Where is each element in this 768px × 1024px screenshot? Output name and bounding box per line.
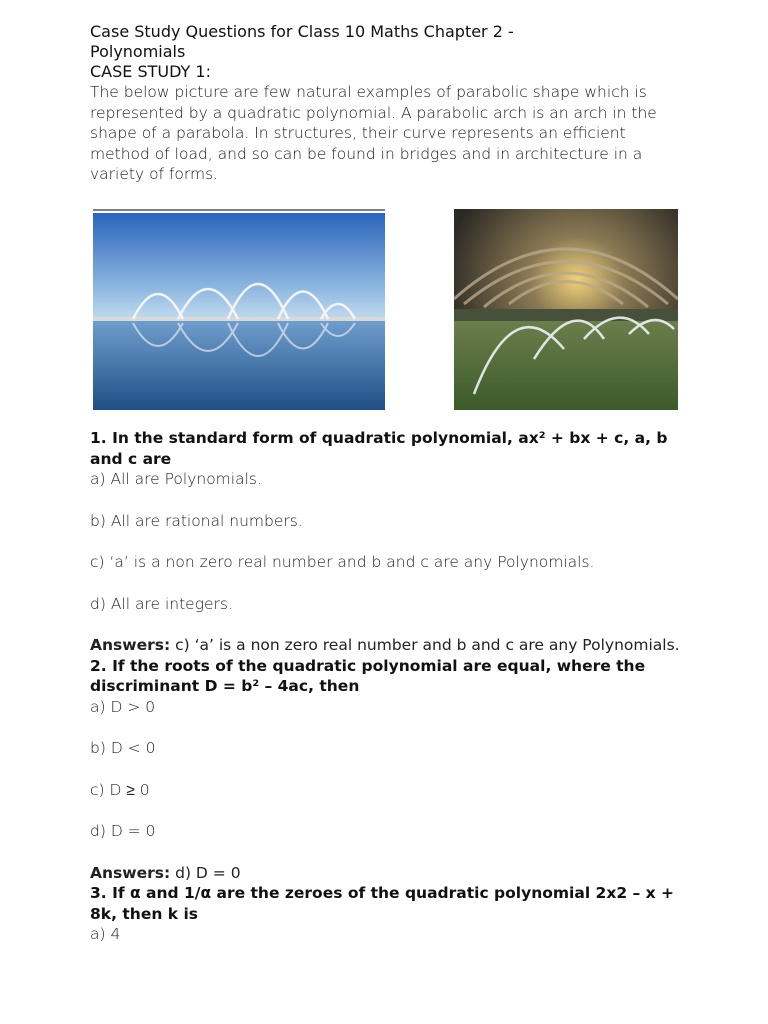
intro-paragraph: The below picture are few natural examples of parabolic shape which is represented by a quadratic polynomial. A parabolic arch is an arch in the shape of a parabola. In structures, their curve represents an efficient method of load, and so can be found in bridges and in architecture in a variety of forms. xyxy=(90,83,657,183)
q2-option-c: c) D ≥ 0 xyxy=(90,780,150,799)
figure-row xyxy=(93,209,681,411)
question-3: 3. If α and 1/α are the zeroes of the quadratic polynomial 2x2 – x + 8k, then k is xyxy=(90,884,675,923)
document-title xyxy=(90,22,690,62)
bridge-arches-photo xyxy=(93,209,385,409)
q1-option-a: a) All are Polynomials. xyxy=(90,470,262,488)
case-study-label: CASE STUDY 1: xyxy=(90,62,211,81)
fountain-arches-photo xyxy=(454,209,678,409)
title-line-1: Case Study Questions for Class 10 Maths Chapter 2 - xyxy=(90,22,514,41)
q2-answer-label: Answers: xyxy=(90,863,171,882)
question-1: 1. In the standard form of quadratic polynomial, ax² + bx + c, a, b and c are xyxy=(90,429,668,468)
question-2: 2. If the roots of the quadratic polynomial are equal, where the discriminant D = b² – 4ac, then xyxy=(90,656,646,695)
q1-answer-text: c) ‘a’ is a non zero real number and b and c are any Polynomials. xyxy=(170,636,680,654)
q2-option-a: a) D > 0 xyxy=(90,697,156,716)
title-line-2: Polynomials xyxy=(90,42,186,61)
document-page xyxy=(90,22,690,185)
questions-section xyxy=(90,428,690,945)
q1-answer-label: Answers: xyxy=(90,636,171,654)
q2-option-d: d) D = 0 xyxy=(90,822,156,840)
q2-answer-text: d) D = 0 xyxy=(170,863,241,882)
q3-option-a: a) 4 xyxy=(90,925,121,943)
q1-option-c: c) ‘a’ is a non zero real number and b and c are any Polynomials. xyxy=(90,553,595,571)
q2-option-b: b) D < 0 xyxy=(90,739,156,757)
q1-answer xyxy=(90,635,690,656)
q1-option-d: d) All are integers. xyxy=(90,594,233,613)
q1-option-b: b) All are rational numbers. xyxy=(90,511,303,530)
q2-answer xyxy=(90,863,690,884)
